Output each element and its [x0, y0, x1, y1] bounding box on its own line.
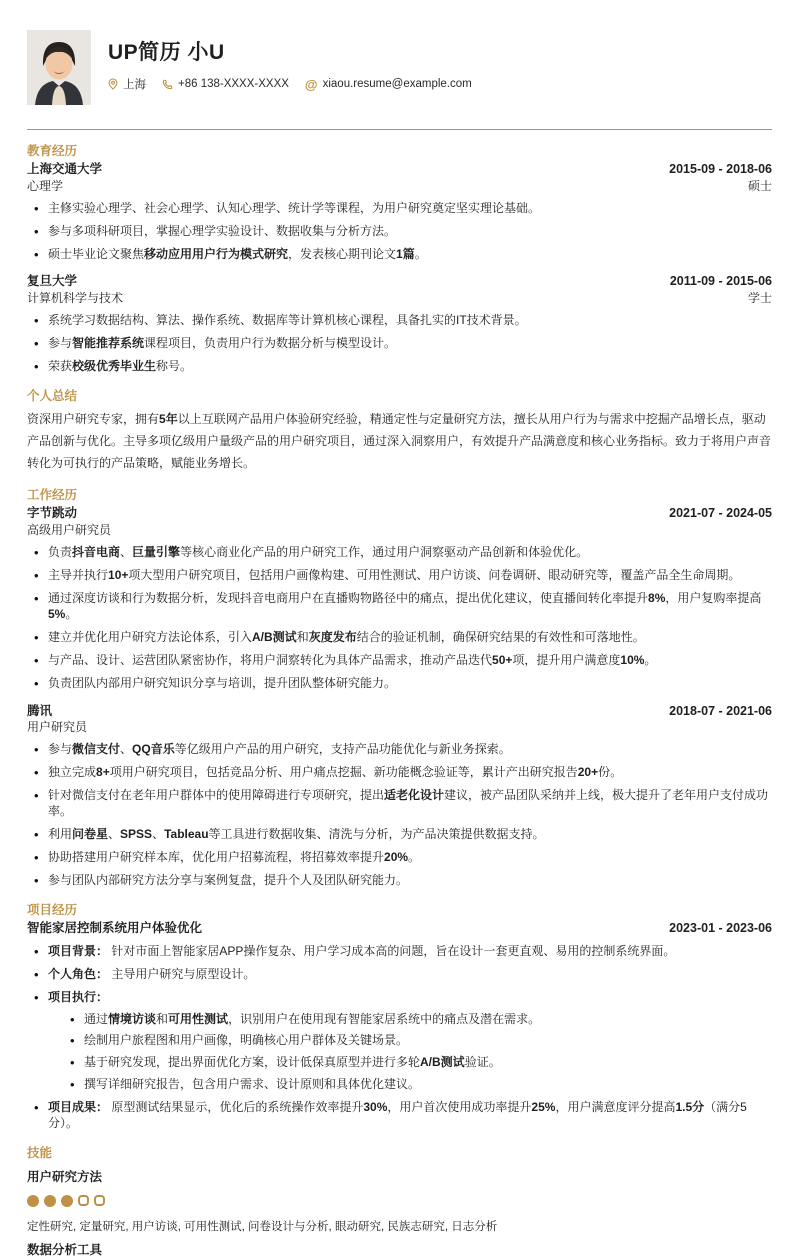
entry-degree: 学士 [747, 291, 772, 306]
bullet-item: • 主修实验心理学、社会心理学、认知心理学、统计学等课程，为用户研究奠定坚实理论基础。 [27, 201, 772, 217]
entry-head [27, 274, 772, 290]
sub-bullet-list [63, 1012, 772, 1094]
candidate-name: UP简历 小U [108, 41, 225, 64]
bullet-item: • 独立完成8+项用户研究项目，包括竞品分析、用户痛点挖掘、新功能概念验证等，累计产出研究报告20+份。 [27, 765, 772, 781]
section-title-skills: 技能 [27, 1146, 53, 1161]
entry-subtitle: 用户研究员 [27, 720, 88, 735]
bullet-item: • 建立并优化用户研究方法论体系，引入A/B测试和灰度发布结合的验证机制，确保研究结果的有效性和可落地性。 [27, 630, 772, 646]
entry-date: 2023-01 - 2023-06 [669, 921, 772, 936]
entry [27, 506, 772, 691]
phone-text: +86 138-XXXX-XXXX [178, 78, 289, 91]
skill-group [27, 1169, 772, 1233]
entry-degree: 硕士 [747, 178, 772, 193]
entry-subrow [27, 523, 772, 538]
entry-title: 复旦大学 [27, 274, 78, 289]
entry-date: 2021-07 - 2024-05 [669, 506, 772, 521]
skill-group [27, 1242, 772, 1258]
entry-subrow [27, 179, 772, 194]
entry-subtitle: 高级用户研究员 [27, 523, 112, 538]
entry-date: 2018-07 - 2021-06 [669, 703, 772, 718]
bullet-list [27, 201, 772, 263]
entry-head [27, 704, 772, 720]
skill-group-name: 数据分析工具 [27, 1242, 103, 1257]
email-text: xiaou.resume@example.com [322, 78, 472, 91]
bullet-item: • 与产品、设计、运营团队紧密协作，将用户洞察转化为具体产品需求，推动产品迭代50+项，提升用户满意度10%。 [27, 653, 772, 669]
entry-subtitle: 计算机科学与技术 [27, 291, 124, 306]
rating-dot-empty [78, 1195, 89, 1206]
bullet-item: • 针对微信支付在老年用户群体中的使用障碍进行专项研究，提出适老化设计建议，被产品团队采纳并上线，极大提升了老年用户支付成功率。 [27, 788, 772, 820]
bullet-list [27, 545, 772, 692]
bullet-list [27, 742, 772, 889]
phone-icon [162, 79, 173, 90]
bullet-item: • 系统学习数据结构、算法、操作系统、数据库等计算机核心课程，具备扎实的IT技术背景。 [27, 313, 772, 329]
sub-bullet-item: • 通过情境访谈和可用性测试，识别用户在使用现有智能家居系统中的痛点及潜在需求。 [63, 1012, 772, 1028]
entry-title: 上海交通大学 [27, 162, 103, 176]
profile-photo [27, 30, 91, 105]
resume-body [27, 144, 772, 1258]
sub-bullet-item: • 撰写详细研究报告，包含用户需求、设计原则和具体优化建议。 [63, 1077, 772, 1093]
bullet-item: • 参与智能推荐系统课程项目，负责用户行为数据分析与模型设计。 [27, 336, 772, 352]
entry-subtitle: 心理学 [27, 178, 64, 193]
section-education [27, 144, 772, 375]
bullet-item: • 硕士毕业论文聚焦移动应用用户行为模式研究，发表核心期刊论文1篇。 [27, 247, 772, 263]
entry-head [27, 921, 772, 937]
location-pin-icon [108, 78, 118, 90]
bullet-item: • 个人角色： 主导用户研究与原型设计。 [27, 967, 772, 983]
bullet-item: • 参与微信支付、QQ音乐等亿级用户产品的用户研究，支持产品功能优化与新业务探索。 [27, 742, 772, 758]
entry-title: 智能家居控制系统用户体验优化 [27, 921, 203, 936]
bullet-item: • 利用问卷星、SPSS、Tableau等工具进行数据收集、清洗与分析，为产品决策提供数据支持。 [27, 827, 772, 843]
entry [27, 274, 772, 374]
entry-title: 字节跳动 [27, 506, 78, 521]
skill-group-name: 用户研究方法 [27, 1170, 103, 1185]
sub-bullet-item: • 绘制用户旅程图和用户画像，明确核心用户群体及关键场景。 [63, 1033, 772, 1049]
contact-row [108, 76, 472, 92]
bullet-item: • 通过深度访谈和行为数据分析，发现抖音电商用户在直播购物路径中的痛点，提出优化建议，使直播间转化率提升8%，用户复购率提高5%。 [27, 591, 772, 623]
entry [27, 162, 772, 262]
bullet-list [27, 944, 772, 1133]
sub-bullet-item: • 基于研究发现，提出界面优化方案，设计低保真原型并进行多轮A/B测试验证。 [63, 1055, 772, 1071]
bullet-item: • 协助搭建用户研究样本库，优化用户招募流程，将招募效率提升20%。 [27, 850, 772, 866]
bullet-item: • 负责抖音电商、巨量引擎等核心商业化产品的用户研究工作，通过用户洞察驱动产品创新和体验优化。 [27, 545, 772, 561]
bullet-list [27, 313, 772, 375]
bullet-item: • 项目执行： • 通过情境访谈和可用性测试，识别用户在使用现有智能家居系统中的痛点及潜在需求。 • 绘制用户旅程图和用户画像，明确核心用户群体及关键场景。 • 基于研究发现，提出界面优化方案，设计低保真原型并进行多轮A/B测试验证。 • 撰写详细研究报告，包含用户需求、设计原则和具体优化建议。 [27, 990, 772, 1094]
email-at-icon: @ [304, 76, 318, 92]
header-info [108, 30, 472, 92]
entry-head [27, 506, 772, 522]
contact-email [305, 78, 472, 91]
section-title-projects: 项目经历 [27, 903, 78, 918]
bullet-item: • 项目成果： 原型测试结果显示，优化后的系统操作效率提升30%，用户首次使用成功率提升25%，用户满意度评分提高1.5分（满分5分）。 [27, 1100, 772, 1132]
section-title-work: 工作经历 [27, 488, 78, 503]
entry [27, 921, 772, 1132]
bullet-item: • 主导并执行10+项大型用户研究项目，包括用户画像构建、可用性测试、用户访谈、问卷调研、眼动研究等，覆盖产品全生命周期。 [27, 568, 772, 584]
section-summary [27, 389, 772, 474]
rating-dot-filled [61, 1195, 73, 1207]
section-skills [27, 1146, 772, 1258]
location-text: 上海 [123, 79, 146, 92]
section-projects [27, 903, 772, 1132]
bullet-item: • 项目背景： 针对市面上智能家居APP操作复杂、用户学习成本高的问题，旨在设计一套更直观、易用的控制系统界面。 [27, 944, 772, 960]
bullet-item: • 荣获校级优秀毕业生称号。 [27, 359, 772, 375]
bullet-item: • 参与多项科研项目，掌握心理学实验设计、数据收集与分析方法。 [27, 224, 772, 240]
section-title-education: 教育经历 [27, 144, 78, 158]
profile-photo-illustration [27, 30, 91, 105]
rating-dot-filled [27, 1195, 39, 1207]
entry-date: 2011-09 - 2015-06 [669, 274, 772, 289]
header-divider [27, 129, 772, 130]
entry-title: 腾讯 [27, 703, 53, 718]
contact-location [108, 76, 146, 92]
entry-head [27, 162, 772, 178]
summary-text: 资深用户研究专家，拥有5年以上互联网产品用户体验研究经验，精通定性与定量研究方法，擅长从用户行为与需求中挖掘产品增长点，驱动产品创新与优化。主导多项亿级用户量级产品的用户研究项目，通过深入洞察用户，有效提升产品满意度和核心业务指标。致力于将用户声音转化为可执行的产品策略，赋能业务增长。 [27, 411, 772, 470]
contact-phone [162, 78, 289, 90]
resume-header [27, 30, 772, 105]
section-work [27, 488, 772, 889]
bullet-item: • 参与团队内部研究方法分享与案例复盘，提升个人及团队研究能力。 [27, 873, 772, 889]
entry-subrow [27, 720, 772, 735]
rating-dot-filled [44, 1195, 56, 1207]
skill-rating [27, 1195, 772, 1207]
bullet-item: • 负责团队内部用户研究知识分享与培训，提升团队整体研究能力。 [27, 676, 772, 692]
entry [27, 704, 772, 889]
skill-items: 定性研究, 定量研究, 用户访谈, 可用性测试, 问卷设计与分析, 眼动研究, 民族志研究, 日志分析 [27, 1220, 498, 1233]
entry-subrow [27, 291, 772, 306]
section-title-summary: 个人总结 [27, 388, 78, 403]
entry-date: 2015-09 - 2018-06 [669, 162, 772, 176]
rating-dot-empty [94, 1195, 105, 1206]
